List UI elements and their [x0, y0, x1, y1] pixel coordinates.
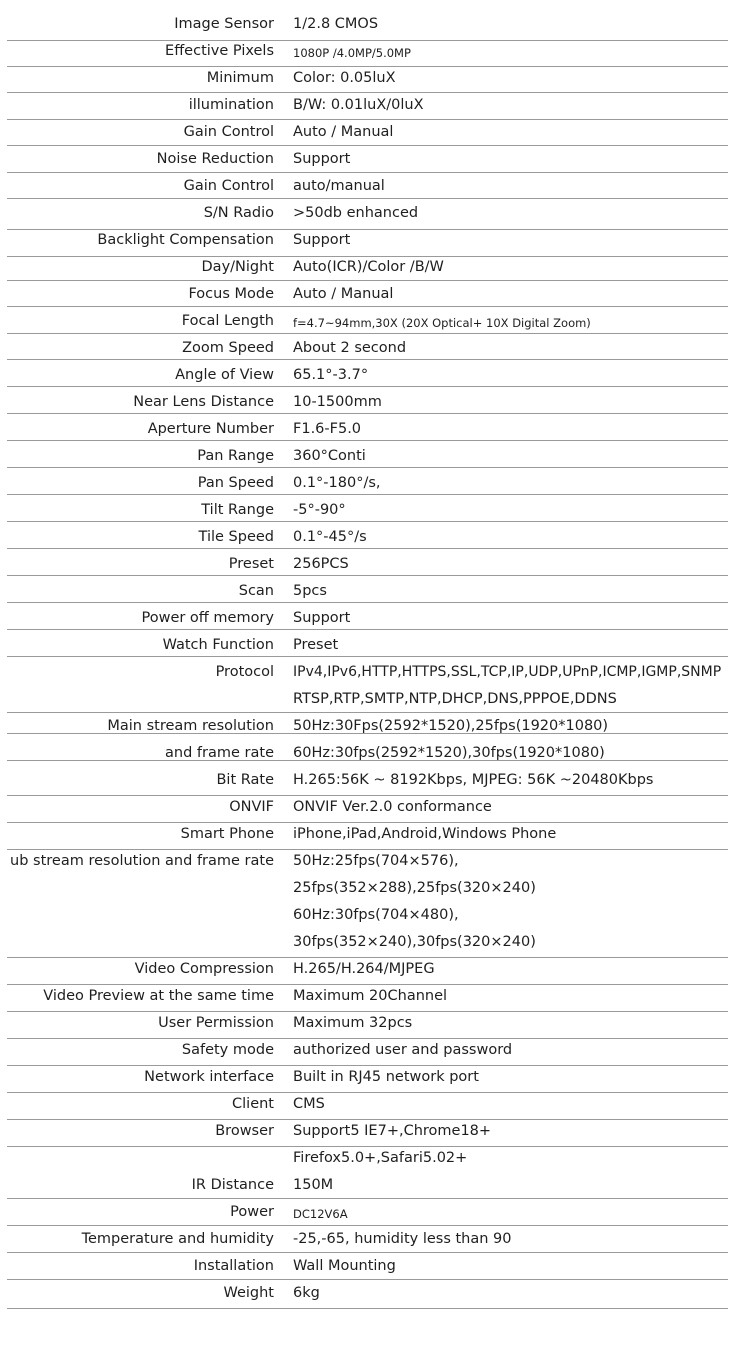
- spec-row-gain-control-2: [0, 172, 750, 199]
- spec-value: 1/2.8 CMOS: [293, 16, 379, 32]
- spec-label: Scan: [238, 583, 274, 599]
- spec-label: Client: [232, 1096, 274, 1112]
- spec-label: S/N Radio: [203, 205, 274, 221]
- spec-row-video-compression: [0, 955, 750, 982]
- spec-value: auto/manual: [293, 178, 385, 194]
- spec-row-preset: [0, 550, 750, 577]
- spec-row-gain-control: [0, 118, 750, 145]
- spec-label: Gain Control: [183, 178, 274, 194]
- spec-value: 0.1°-180°/s,: [293, 475, 381, 491]
- spec-value: Support: [293, 610, 351, 626]
- spec-row-installation: [0, 1252, 750, 1279]
- spec-row-illumination: [0, 91, 750, 118]
- spec-row-sub-stream-4: [0, 928, 750, 955]
- spec-row-smart-phone: [0, 820, 750, 847]
- spec-value: Auto / Manual: [293, 124, 394, 140]
- spec-row-tile-speed: [0, 523, 750, 550]
- spec-row-ir-distance: [0, 1171, 750, 1198]
- spec-row-pan-range: [0, 442, 750, 469]
- spec-label: Temperature and humidity: [81, 1231, 274, 1247]
- spec-row-client: [0, 1090, 750, 1117]
- spec-value: f=4.7~94mm,30X (20X Optical+ 10X Digital Zoom): [293, 316, 591, 330]
- spec-value: -25,-65, humidity less than 90: [293, 1231, 512, 1247]
- spec-value: iPhone,iPad,Android,Windows Phone: [293, 826, 557, 842]
- spec-value: Auto / Manual: [293, 286, 394, 302]
- spec-label: Bit Rate: [216, 772, 274, 788]
- spec-row-weight: [0, 1279, 750, 1306]
- spec-label: Noise Reduction: [156, 151, 274, 167]
- spec-row-user-permission: [0, 1009, 750, 1036]
- spec-row-video-preview: [0, 982, 750, 1009]
- spec-label: Power off memory: [141, 610, 274, 626]
- spec-row-onvif: [0, 793, 750, 820]
- spec-row-power: [0, 1198, 750, 1225]
- spec-value: Support: [293, 232, 351, 248]
- spec-value: 25fps(352×288),25fps(320×240): [293, 880, 536, 896]
- spec-row-sn-radio: [0, 199, 750, 226]
- spec-value: 150M: [293, 1177, 334, 1193]
- row-divider: [7, 629, 728, 630]
- spec-value: Color: 0.05luX: [293, 70, 396, 86]
- spec-value: authorized user and password: [293, 1042, 513, 1058]
- spec-row-safety-mode: [0, 1036, 750, 1063]
- spec-row-browser: [0, 1117, 750, 1144]
- spec-label: Near Lens Distance: [133, 394, 274, 410]
- spec-row-bit-rate: [0, 766, 750, 793]
- row-divider: [7, 521, 728, 522]
- spec-value: Support5 IE7+,Chrome18+: [293, 1123, 492, 1139]
- spec-row-main-stream-2: [0, 739, 750, 766]
- spec-value: H.265/H.264/MJPEG: [293, 961, 435, 977]
- spec-row-pan-speed: [0, 469, 750, 496]
- spec-label: User Permission: [158, 1015, 274, 1031]
- spec-value: ONVIF Ver.2.0 conformance: [293, 799, 492, 815]
- spec-label: Day/Night: [201, 259, 274, 275]
- spec-value: Firefox5.0+,Safari5.02+: [293, 1150, 468, 1166]
- spec-value: B/W: 0.01luX/0luX: [293, 97, 424, 113]
- spec-value: 30fps(352×240),30fps(320×240): [293, 934, 536, 950]
- spec-row-aperture: [0, 415, 750, 442]
- spec-value: Built in RJ45 network port: [293, 1069, 479, 1085]
- spec-row-minimum: [0, 64, 750, 91]
- spec-row-sub-stream-3: [0, 901, 750, 928]
- spec-label: Aperture Number: [147, 421, 274, 437]
- spec-value: F1.6-F5.0: [293, 421, 362, 437]
- spec-value: 0.1°-45°/s: [293, 529, 367, 545]
- spec-value: 6kg: [293, 1285, 320, 1301]
- spec-label: Image Sensor: [174, 16, 274, 32]
- spec-value: 1080P /4.0MP/5.0MP: [293, 46, 411, 60]
- spec-row-zoom-speed: [0, 334, 750, 361]
- row-divider: [7, 467, 728, 468]
- spec-value: 60Hz:30fps(704×480),: [293, 907, 459, 923]
- spec-value: 360°Conti: [293, 448, 366, 464]
- row-divider: [7, 602, 728, 603]
- spec-label: Angle of View: [175, 367, 274, 383]
- row-divider: [7, 1308, 728, 1309]
- spec-label: illumination: [188, 97, 274, 113]
- row-divider: [7, 656, 728, 657]
- spec-value: 50Hz:30Fps(2592*1520),25fps(1920*1080): [293, 718, 609, 734]
- spec-label: Main stream resolution: [107, 718, 274, 734]
- spec-label: Focus Mode: [188, 286, 274, 302]
- spec-row-image-sensor: [0, 10, 750, 37]
- spec-label: Tile Speed: [198, 529, 274, 545]
- spec-value: RTSP,RTP,SMTP,NTP,DHCP,DNS,PPPOE,DDNS: [293, 691, 617, 707]
- spec-label: Safety mode: [181, 1042, 274, 1058]
- spec-label: Weight: [223, 1285, 274, 1301]
- spec-label: Network interface: [144, 1069, 274, 1085]
- spec-row-sub-stream-2: [0, 874, 750, 901]
- row-divider: [7, 359, 728, 360]
- spec-label: Effective Pixels: [165, 43, 274, 59]
- spec-label: ONVIF: [229, 799, 274, 815]
- spec-label: Tilt Range: [201, 502, 274, 518]
- spec-label: Focal Length: [181, 313, 274, 329]
- spec-row-temp-humidity: [0, 1225, 750, 1252]
- spec-value: IPv4,IPv6,HTTP,HTTPS,SSL,TCP,IP,UDP,UPnP,ICMP,IGMP,SNMP: [293, 664, 722, 680]
- spec-label: Zoom Speed: [182, 340, 274, 356]
- spec-row-backlight: [0, 226, 750, 253]
- spec-value: Maximum 20Channel: [293, 988, 448, 1004]
- spec-row-near-lens: [0, 388, 750, 415]
- spec-value: 60Hz:30fps(2592*1520),30fps(1920*1080): [293, 745, 605, 761]
- spec-label: Gain Control: [183, 124, 274, 140]
- spec-row-tilt-range: [0, 496, 750, 523]
- spec-label: Browser: [215, 1123, 274, 1139]
- spec-value: Support: [293, 151, 351, 167]
- spec-label: Preset: [228, 556, 274, 572]
- spec-label: Smart Phone: [180, 826, 274, 842]
- row-divider: [7, 440, 728, 441]
- spec-row-protocol-cont: [0, 685, 750, 712]
- spec-label: IR Distance: [191, 1177, 274, 1193]
- spec-label: ub stream resolution and frame rate: [10, 853, 274, 869]
- spec-row-angle-of-view: [0, 361, 750, 388]
- spec-row-focus-mode: [0, 280, 750, 307]
- row-divider: [7, 548, 728, 549]
- spec-value: >50db enhanced: [293, 205, 419, 221]
- spec-value: 65.1°-3.7°: [293, 367, 369, 383]
- spec-label: Pan Range: [197, 448, 274, 464]
- spec-row-main-stream: [0, 712, 750, 739]
- spec-label: Backlight Compensation: [97, 232, 274, 248]
- spec-row-network-interface: [0, 1063, 750, 1090]
- spec-row-focal-length: [0, 307, 750, 334]
- row-divider: [7, 494, 728, 495]
- spec-value: 50Hz:25fps(704×576),: [293, 853, 459, 869]
- spec-value: 5pcs: [293, 583, 327, 599]
- spec-label: Watch Function: [162, 637, 274, 653]
- spec-label: Video Compression: [134, 961, 274, 977]
- spec-value: Preset: [293, 637, 339, 653]
- row-divider: [7, 733, 728, 734]
- spec-label: and frame rate: [165, 745, 274, 761]
- spec-label: Minimum: [206, 70, 274, 86]
- spec-label: Video Preview at the same time: [43, 988, 274, 1004]
- row-divider: [7, 413, 728, 414]
- spec-value: H.265:56K ~ 8192Kbps, MJPEG: 56K ~20480Kbps: [293, 772, 654, 788]
- spec-label: Installation: [193, 1258, 274, 1274]
- spec-value: CMS: [293, 1096, 325, 1112]
- spec-value: Wall Mounting: [293, 1258, 396, 1274]
- spec-row-browser-cont: [0, 1144, 750, 1171]
- row-divider: [7, 386, 728, 387]
- spec-label: Power: [230, 1204, 274, 1220]
- spec-value: About 2 second: [293, 340, 407, 356]
- spec-value: DC12V6A: [293, 1207, 348, 1221]
- row-divider: [7, 760, 728, 761]
- spec-value: Maximum 32pcs: [293, 1015, 413, 1031]
- spec-row-scan: [0, 577, 750, 604]
- row-divider: [7, 575, 728, 576]
- spec-value: -5°-90°: [293, 502, 346, 518]
- spec-label: Protocol: [215, 664, 274, 680]
- spec-row-effective-pixels: [0, 37, 750, 64]
- spec-row-day-night: [0, 253, 750, 280]
- spec-row-sub-stream: [0, 847, 750, 874]
- spec-row-protocol: [0, 658, 750, 685]
- spec-value: 10-1500mm: [293, 394, 382, 410]
- spec-label: Pan Speed: [197, 475, 274, 491]
- spec-row-noise-reduction: [0, 145, 750, 172]
- spec-value: 256PCS: [293, 556, 349, 572]
- spec-value: Auto(ICR)/Color /B/W: [293, 259, 444, 275]
- spec-row-power-off-memory: [0, 604, 750, 631]
- spec-row-watch-function: [0, 631, 750, 658]
